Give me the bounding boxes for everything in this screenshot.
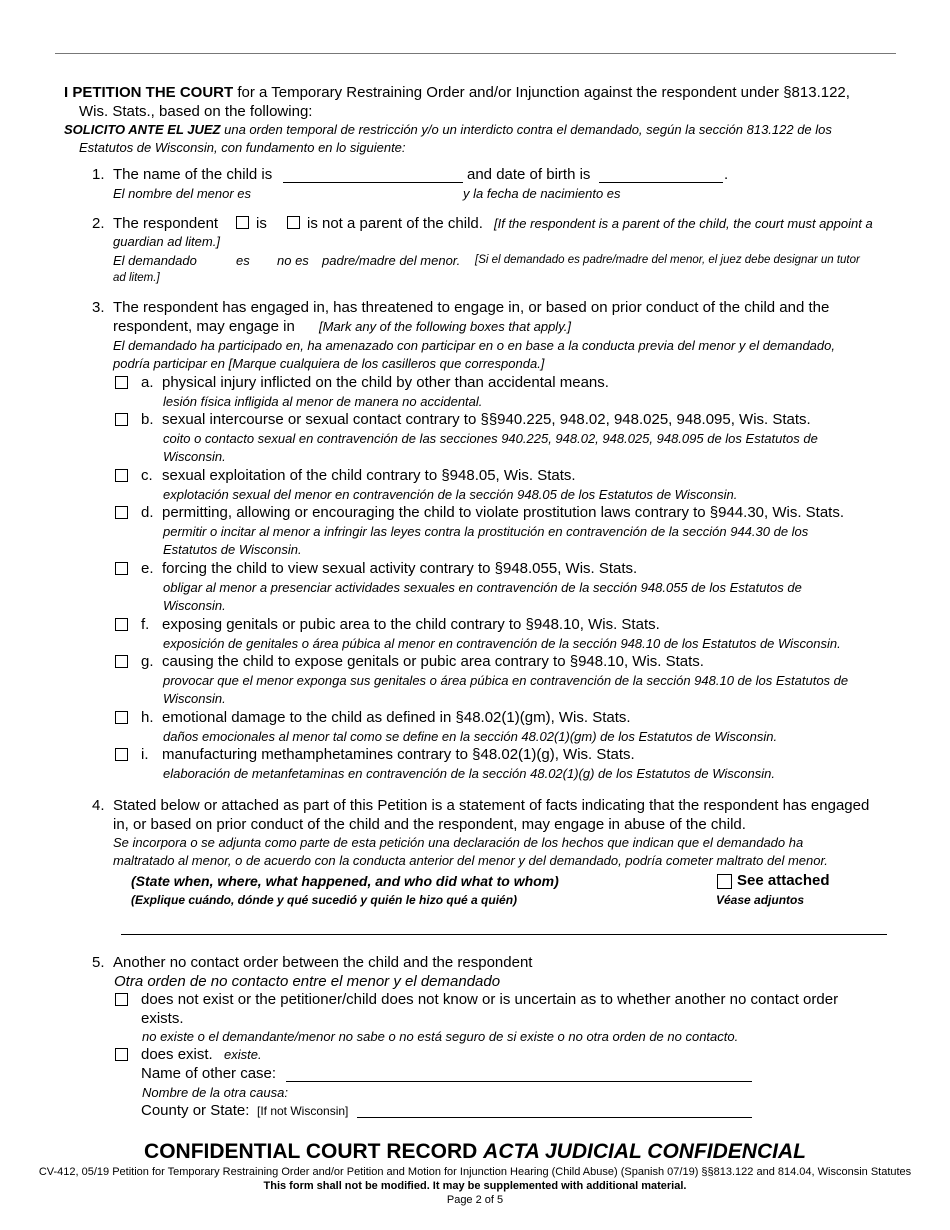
item3-number: 3.	[92, 299, 105, 316]
petition-es-line2: Estatutos de Wisconsin, con fundamento en lo siguiente:	[79, 140, 406, 155]
child-name-field[interactable]	[283, 182, 463, 183]
confidential-en: CONFIDENTIAL COURT RECORD	[144, 1140, 478, 1163]
item3-es-line2: podría participar en [Marque cualquiera de los casilleros que corresponda.]	[113, 356, 545, 371]
page-number: Page 2 of 5	[446, 1194, 504, 1206]
modification-notice: This form shall not be modified. It may be supplemented with additional material.	[263, 1180, 687, 1192]
petition-en-bold: I PETITION THE COURT	[64, 84, 234, 101]
county-state-field[interactable]	[357, 1117, 752, 1118]
statement-of-facts-field[interactable]	[121, 934, 887, 935]
item2-is-label: is	[256, 215, 267, 232]
item3-es-line1: El demandado ha participado en, ha amenazado con participar en o en base a la conducta previa del menor y el demandado,	[113, 338, 835, 353]
child-dob-field[interactable]	[599, 182, 723, 183]
option-f-letter: f.	[141, 616, 150, 633]
option-h-text: emotional damage to the child as defined in §48.02(1)(gm), Wis. Stats.	[162, 709, 631, 726]
no-other-order-line2: exists.	[141, 1010, 184, 1027]
option-f-text-es: exposición de genitales o área púbica al menor en contravención de la sección 948.10 de los Estatutos de Wisconsin.	[163, 636, 841, 651]
see-attached-checkbox[interactable]	[717, 874, 732, 889]
item4-en-line1: Stated below or attached as part of this Petition is a statement of facts indicating that the respondent has engaged	[113, 797, 870, 814]
item4-es-line1: Se incorpora o se adjunta como parte de esta petición una declaración de los hechos que indican que el demandado ha	[113, 835, 804, 850]
petition-es-rest1: una orden temporal de restricción y/o un interdicto contra el demandado, según la sección 813.122 de los	[220, 122, 832, 137]
option-c-text-es: explotación sexual del menor en contravención de la sección 948.05 de los Estatutos de Wisconsin.	[163, 487, 738, 502]
option-e-text: forcing the child to view sexual activity contrary to §948.055, Wis. Stats.	[162, 560, 638, 577]
option-f-text: exposing genitals or pubic area to the child contrary to §948.10, Wis. Stats.	[162, 616, 660, 633]
option-g-text-es1: provocar que el menor exponga sus genitales o área púbica en contravención de la sección 948.10 de los Estatutos de	[163, 673, 849, 688]
option-h-text-es: daños emocionales al menor tal como se define en la sección 48.02(1)(gm) de los Estatutos de Wisconsin.	[163, 729, 778, 744]
option-a-letter: a.	[141, 374, 154, 391]
see-attached-label: See attached	[737, 872, 830, 889]
item2-number: 2.	[92, 215, 105, 232]
option-e-checkbox[interactable]	[115, 562, 128, 575]
option-i-text-es: elaboración de metanfetaminas en contravención de la sección 48.02(1)(g) de los Estatutos de Wisconsin.	[163, 766, 775, 781]
item2-noes-label: no es	[277, 253, 309, 268]
top-rule	[55, 53, 896, 54]
option-e-text-es2: Wisconsin.	[163, 598, 226, 613]
petition-es-bold: SOLICITO ANTE EL JUEZ	[64, 122, 221, 137]
item4-state-instructions-es: (Explique cuándo, dónde y qué sucedió y quién le hizo qué a quién)	[131, 893, 518, 907]
see-attached-label-es: Véase adjuntos	[716, 893, 805, 907]
county-state-label: County or State:	[141, 1102, 250, 1119]
confidential-heading	[0, 1140, 950, 1164]
option-i-text: manufacturing methamphetamines contrary to §48.02(1)(g), Wis. Stats.	[162, 746, 635, 763]
item4-es-line2: maltratado al menor, o de acuerdo con la conducta anterior del menor y del demandado, podría cometer maltrato del menor.	[113, 853, 828, 868]
other-case-name-label-es: Nombre de la otra causa:	[142, 1085, 288, 1100]
item4-en-line2: in, or based on prior conduct of the child and the respondent, may engage in abuse of the child.	[113, 816, 746, 833]
item1-dob-label-es: y la fecha de nacimiento es	[463, 186, 621, 201]
option-a-text: physical injury inflicted on the child by other than accidental means.	[162, 374, 609, 391]
item5-number: 5.	[92, 954, 105, 971]
no-other-order-checkbox[interactable]	[115, 993, 128, 1006]
option-g-checkbox[interactable]	[115, 655, 128, 668]
option-c-letter: c.	[141, 467, 153, 484]
option-d-text-es1: permitir o incitar al menor a infringir las leyes contra la prostitución en contravención de la sección 944.30 de los	[163, 524, 809, 539]
petition-en-line1	[64, 84, 850, 101]
option-e-letter: e.	[141, 560, 154, 577]
option-b-text: sexual intercourse or sexual contact contrary to §§940.225, 948.02, 948.025, 948.095, Wis. Stats.	[162, 411, 811, 428]
item2-note-es-line2: ad litem.]	[113, 272, 160, 284]
respondent-is-parent-checkbox[interactable]	[236, 216, 249, 229]
item2-padre-label: padre/madre del menor.	[322, 253, 461, 268]
item1-period: .	[724, 166, 729, 183]
respondent-is-not-parent-checkbox[interactable]	[287, 216, 300, 229]
option-c-text: sexual exploitation of the child contrary to §948.05, Wis. Stats.	[162, 467, 576, 484]
option-i-letter: i.	[141, 746, 149, 763]
option-h-letter: h.	[141, 709, 154, 726]
item1-dob-label: and date of birth is	[467, 166, 591, 183]
option-g-text: causing the child to expose genitals or pubic area contrary to §948.10, Wis. Stats.	[162, 653, 704, 670]
county-state-note: [If not Wisconsin]	[257, 1104, 349, 1118]
other-case-name-field[interactable]	[286, 1081, 752, 1082]
item2-is-not-label: is not a parent of the child.	[307, 215, 483, 232]
option-i-checkbox[interactable]	[115, 748, 128, 761]
option-d-checkbox[interactable]	[115, 506, 128, 519]
option-b-checkbox[interactable]	[115, 413, 128, 426]
other-order-exists-label-es: existe.	[224, 1047, 262, 1062]
other-case-name-label: Name of other case:	[141, 1065, 277, 1082]
other-order-exists-label: does exist.	[141, 1046, 213, 1063]
item4-state-instructions: (State when, where, what happened, and who did what to whom)	[131, 873, 559, 889]
item2-note-line2: guardian ad litem.]	[113, 234, 220, 249]
option-d-letter: d.	[141, 504, 154, 521]
item2-note-line1: [If the respondent is a parent of the child, the court must appoint a	[494, 216, 873, 231]
option-b-text-es1: coito o contacto sexual en contravención de las secciones 940.225, 948.02, 948.025, 948.095 de los Estatutos de	[163, 431, 818, 446]
option-a-text-es: lesión física infligida al menor de manera no accidental.	[163, 394, 483, 409]
item5-es: Otra orden de no contacto entre el menor y el demandado	[114, 973, 501, 990]
option-h-checkbox[interactable]	[115, 711, 128, 724]
form-citation-line: CV-412, 05/19 Petition for Temporary Restraining Order and/or Petition and Motion for Injunction Hearing (Child Abuse) (Spanish 07/19) §§813.122 and 814.04, Wisconsin Statutes	[38, 1166, 912, 1178]
petition-en-line2: Wis. Stats., based on the following:	[79, 103, 313, 120]
option-e-text-es1: obligar al menor a presenciar actividades sexuales en contravención de la sección 948.055 de los Estatutos de	[163, 580, 802, 595]
item4-number: 4.	[92, 797, 105, 814]
item3-en-line2: respondent, may engage in	[113, 318, 295, 335]
option-c-checkbox[interactable]	[115, 469, 128, 482]
item2-respondent-label: The respondent	[113, 215, 219, 232]
other-order-exists-checkbox[interactable]	[115, 1048, 128, 1061]
no-other-order-es: no existe o el demandante/menor no sabe o no está seguro de si existe o no otra orden de no contacto.	[142, 1029, 739, 1044]
option-b-text-es2: Wisconsin.	[163, 449, 226, 464]
option-b-letter: b.	[141, 411, 154, 428]
no-other-order-line1: does not exist or the petitioner/child does not know or is uncertain as to whether another no contact order	[141, 991, 839, 1008]
item3-en-note: [Mark any of the following boxes that apply.]	[319, 319, 571, 334]
item2-respondent-label-es: El demandado	[113, 253, 197, 268]
item1-number: 1.	[92, 166, 105, 183]
option-a-checkbox[interactable]	[115, 376, 128, 389]
option-d-text-es2: Estatutos de Wisconsin.	[163, 542, 302, 557]
item3-en-line1: The respondent has engaged in, has threatened to engage in, or based on prior conduct of the child and the	[113, 299, 830, 316]
option-d-text: permitting, allowing or encouraging the child to violate prostitution laws contrary to §944.30, Wis. Stats.	[162, 504, 845, 521]
item2-es-label: es	[236, 253, 250, 268]
item5-en: Another no contact order between the child and the respondent	[113, 954, 533, 971]
item1-name-label: The name of the child is	[113, 166, 273, 183]
confidential-es: ACTA JUDICIAL CONFIDENCIAL	[483, 1140, 806, 1163]
option-f-checkbox[interactable]	[115, 618, 128, 631]
item1-name-label-es: El nombre del menor es	[113, 186, 252, 201]
item2-note-es-line1: [Si el demandado es padre/madre del menor, el juez debe designar un tutor	[475, 254, 860, 266]
petition-es-line1	[64, 122, 832, 137]
petition-en-rest1: for a Temporary Restraining Order and/or Injunction against the respondent under §813.122,	[233, 84, 850, 101]
option-g-letter: g.	[141, 653, 154, 670]
option-g-text-es2: Wisconsin.	[163, 691, 226, 706]
